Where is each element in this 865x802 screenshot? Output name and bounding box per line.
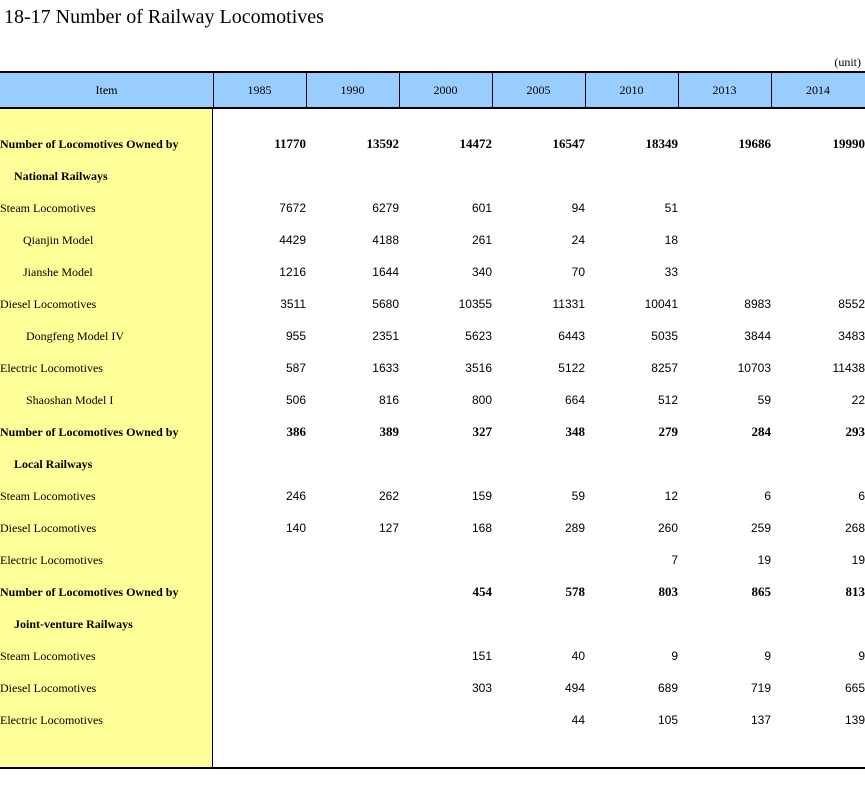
table-row — [0, 256, 865, 288]
header-year-1985: 1985 — [247, 83, 272, 97]
row-label: Steam Locomotives — [0, 200, 96, 215]
value-cell: 10703 — [737, 361, 771, 375]
value-cell: 7672 — [279, 201, 306, 215]
value-cell — [213, 704, 306, 736]
value-cell: 601 — [471, 201, 492, 215]
value-cell: 454 — [472, 584, 492, 599]
value-cell — [399, 448, 492, 480]
value-cell — [585, 608, 678, 640]
value-cell — [399, 704, 492, 736]
value-cell: 719 — [750, 681, 771, 695]
value-cell: 348 — [565, 424, 585, 439]
value-cell — [492, 544, 585, 576]
value-cell: 8257 — [651, 361, 678, 375]
value-cell — [771, 256, 865, 288]
value-cell — [678, 256, 771, 288]
header-year-2005: 2005 — [526, 83, 551, 97]
header-year-2014: 2014 — [806, 83, 830, 97]
value-cell: 5122 — [558, 361, 585, 375]
header-item: Item — [95, 83, 118, 97]
value-cell: 10355 — [458, 297, 492, 311]
value-cell: 506 — [285, 393, 306, 407]
value-cell — [678, 448, 771, 480]
table-row — [0, 576, 865, 608]
value-cell: 259 — [750, 521, 771, 535]
value-cell: 587 — [285, 361, 306, 375]
value-cell — [213, 544, 306, 576]
value-cell: 12 — [664, 489, 678, 503]
table-row — [0, 448, 865, 480]
value-cell: 1633 — [372, 361, 399, 375]
value-cell: 9 — [671, 649, 678, 663]
row-label: Local Railways — [14, 456, 93, 471]
value-cell: 44 — [571, 713, 585, 727]
value-cell — [213, 448, 306, 480]
value-cell: 262 — [378, 489, 399, 503]
table-row — [0, 544, 865, 576]
value-cell — [213, 640, 306, 672]
value-cell: 11331 — [552, 297, 585, 311]
value-cell: 11438 — [832, 361, 865, 375]
locomotive-table — [0, 71, 865, 771]
value-cell — [306, 160, 399, 192]
page-title: 18-17 Number of Railway Locomotives — [4, 6, 324, 28]
value-cell: 105 — [657, 713, 678, 727]
row-label: Jianshe Model — [23, 264, 93, 279]
value-cell: 9 — [858, 649, 865, 663]
value-cell: 18349 — [645, 136, 678, 151]
value-cell — [771, 608, 865, 640]
value-cell: 13592 — [366, 136, 399, 151]
row-label: Steam Locomotives — [0, 488, 96, 503]
value-cell: 127 — [378, 521, 399, 535]
value-cell: 137 — [750, 713, 771, 727]
value-cell: 8552 — [838, 297, 865, 311]
value-cell: 578 — [565, 584, 585, 599]
value-cell — [399, 608, 492, 640]
value-cell: 8983 — [744, 297, 771, 311]
value-cell: 261 — [471, 233, 492, 247]
row-label: National Railways — [14, 168, 108, 183]
table-row — [0, 352, 865, 384]
value-cell: 5035 — [651, 329, 678, 343]
table-row — [0, 192, 865, 224]
value-cell: 4429 — [279, 233, 306, 247]
row-label: Number of Locomotives Owned by — [0, 136, 179, 151]
value-cell: 14472 — [459, 136, 492, 151]
value-cell: 159 — [471, 489, 492, 503]
row-label: Electric Locomotives — [0, 712, 103, 727]
value-cell: 6 — [858, 489, 865, 503]
value-cell: 816 — [378, 393, 399, 407]
row-label: Diesel Locomotives — [0, 520, 97, 535]
value-cell: 59 — [757, 393, 771, 407]
value-cell — [306, 704, 399, 736]
value-cell: 389 — [379, 424, 399, 439]
value-cell — [771, 160, 865, 192]
value-cell — [771, 448, 865, 480]
value-cell: 6 — [764, 489, 771, 503]
value-cell — [306, 608, 399, 640]
value-cell: 279 — [658, 424, 678, 439]
value-cell: 1216 — [279, 265, 306, 279]
value-cell — [306, 672, 399, 704]
table-row — [0, 640, 865, 672]
table-body — [0, 128, 865, 736]
value-cell — [399, 160, 492, 192]
value-cell: 6279 — [372, 201, 399, 215]
value-cell — [771, 192, 865, 224]
table-row — [0, 704, 865, 736]
row-label: Steam Locomotives — [0, 648, 96, 663]
value-cell: 151 — [471, 649, 492, 663]
value-cell: 19 — [757, 553, 771, 567]
value-cell: 24 — [571, 233, 585, 247]
table-row — [0, 480, 865, 512]
value-cell — [678, 608, 771, 640]
header-year-1990: 1990 — [340, 83, 365, 97]
value-cell — [306, 544, 399, 576]
value-cell: 2351 — [372, 329, 399, 343]
value-cell: 865 — [751, 584, 771, 599]
value-cell — [585, 448, 678, 480]
row-label: Number of Locomotives Owned by — [0, 584, 179, 599]
value-cell: 289 — [564, 521, 585, 535]
value-cell: 168 — [471, 521, 492, 535]
table-row — [0, 416, 865, 448]
value-cell: 4188 — [372, 233, 399, 247]
table-row — [0, 288, 865, 320]
value-cell: 16547 — [552, 136, 585, 151]
table-row — [0, 384, 865, 416]
table-row — [0, 128, 865, 160]
value-cell: 19686 — [738, 136, 771, 151]
table-row — [0, 672, 865, 704]
row-label: Dongfeng Model IV — [26, 328, 124, 343]
value-cell: 268 — [844, 521, 865, 535]
value-cell — [492, 448, 585, 480]
value-cell: 6443 — [558, 329, 585, 343]
value-cell — [585, 160, 678, 192]
value-cell: 40 — [571, 649, 585, 663]
value-cell — [213, 608, 306, 640]
value-cell: 3516 — [465, 361, 492, 375]
value-cell — [678, 192, 771, 224]
value-cell: 284 — [751, 424, 771, 439]
value-cell: 664 — [564, 393, 585, 407]
value-cell: 3511 — [280, 297, 306, 311]
value-cell: 9 — [764, 649, 771, 663]
value-cell: 3844 — [744, 329, 771, 343]
value-cell — [306, 640, 399, 672]
value-cell — [306, 576, 399, 608]
value-cell — [213, 576, 306, 608]
table-row — [0, 608, 865, 640]
value-cell: 5623 — [465, 329, 492, 343]
value-cell — [306, 448, 399, 480]
value-cell — [492, 608, 585, 640]
header-year-2013: 2013 — [712, 83, 737, 97]
header-year-2000: 2000 — [433, 83, 458, 97]
value-cell — [492, 160, 585, 192]
value-cell: 386 — [286, 424, 306, 439]
value-cell: 140 — [285, 521, 306, 535]
value-cell: 22 — [851, 393, 865, 407]
value-cell: 293 — [845, 424, 865, 439]
unit-label: (unit) — [834, 55, 861, 69]
value-cell: 246 — [285, 489, 306, 503]
value-cell: 803 — [658, 584, 678, 599]
row-label: Electric Locomotives — [0, 552, 103, 567]
value-cell: 33 — [664, 265, 678, 279]
value-cell — [678, 224, 771, 256]
header-year-2010: 2010 — [619, 83, 644, 97]
value-cell: 19 — [851, 553, 865, 567]
value-cell: 19990 — [832, 136, 865, 151]
value-cell: 59 — [571, 489, 585, 503]
value-cell — [213, 160, 306, 192]
value-cell — [213, 672, 306, 704]
table-row — [0, 320, 865, 352]
row-label: Diesel Locomotives — [0, 296, 97, 311]
row-label: Joint-venture Railways — [14, 616, 133, 631]
value-cell: 18 — [664, 233, 678, 247]
value-cell: 340 — [471, 265, 492, 279]
value-cell: 800 — [471, 393, 492, 407]
table-row — [0, 224, 865, 256]
table-row — [0, 160, 865, 192]
table-bottom-border — [0, 767, 865, 769]
row-label: Qianjin Model — [23, 232, 94, 247]
value-cell: 303 — [471, 681, 492, 695]
row-label: Electric Locomotives — [0, 360, 103, 375]
value-cell: 11770 — [274, 136, 306, 151]
value-cell: 327 — [472, 424, 492, 439]
table-row — [0, 512, 865, 544]
value-cell: 5680 — [372, 297, 399, 311]
value-cell — [399, 544, 492, 576]
value-cell: 10041 — [644, 297, 678, 311]
value-cell: 512 — [657, 393, 678, 407]
value-cell: 3483 — [838, 329, 865, 343]
value-cell — [678, 160, 771, 192]
row-label: Number of Locomotives Owned by — [0, 424, 179, 439]
value-cell: 955 — [285, 329, 306, 343]
value-cell — [771, 224, 865, 256]
value-cell: 139 — [844, 713, 865, 727]
value-cell: 260 — [657, 521, 678, 535]
value-cell: 689 — [657, 681, 678, 695]
value-cell: 1644 — [372, 265, 399, 279]
value-cell: 813 — [845, 584, 865, 599]
value-cell: 51 — [664, 201, 678, 215]
value-cell: 665 — [844, 681, 865, 695]
row-label: Shaoshan Model I — [26, 392, 114, 407]
value-cell: 70 — [571, 265, 585, 279]
value-cell: 494 — [564, 681, 585, 695]
value-cell: 7 — [671, 553, 678, 567]
value-cell: 94 — [571, 201, 585, 215]
row-label: Diesel Locomotives — [0, 680, 97, 695]
